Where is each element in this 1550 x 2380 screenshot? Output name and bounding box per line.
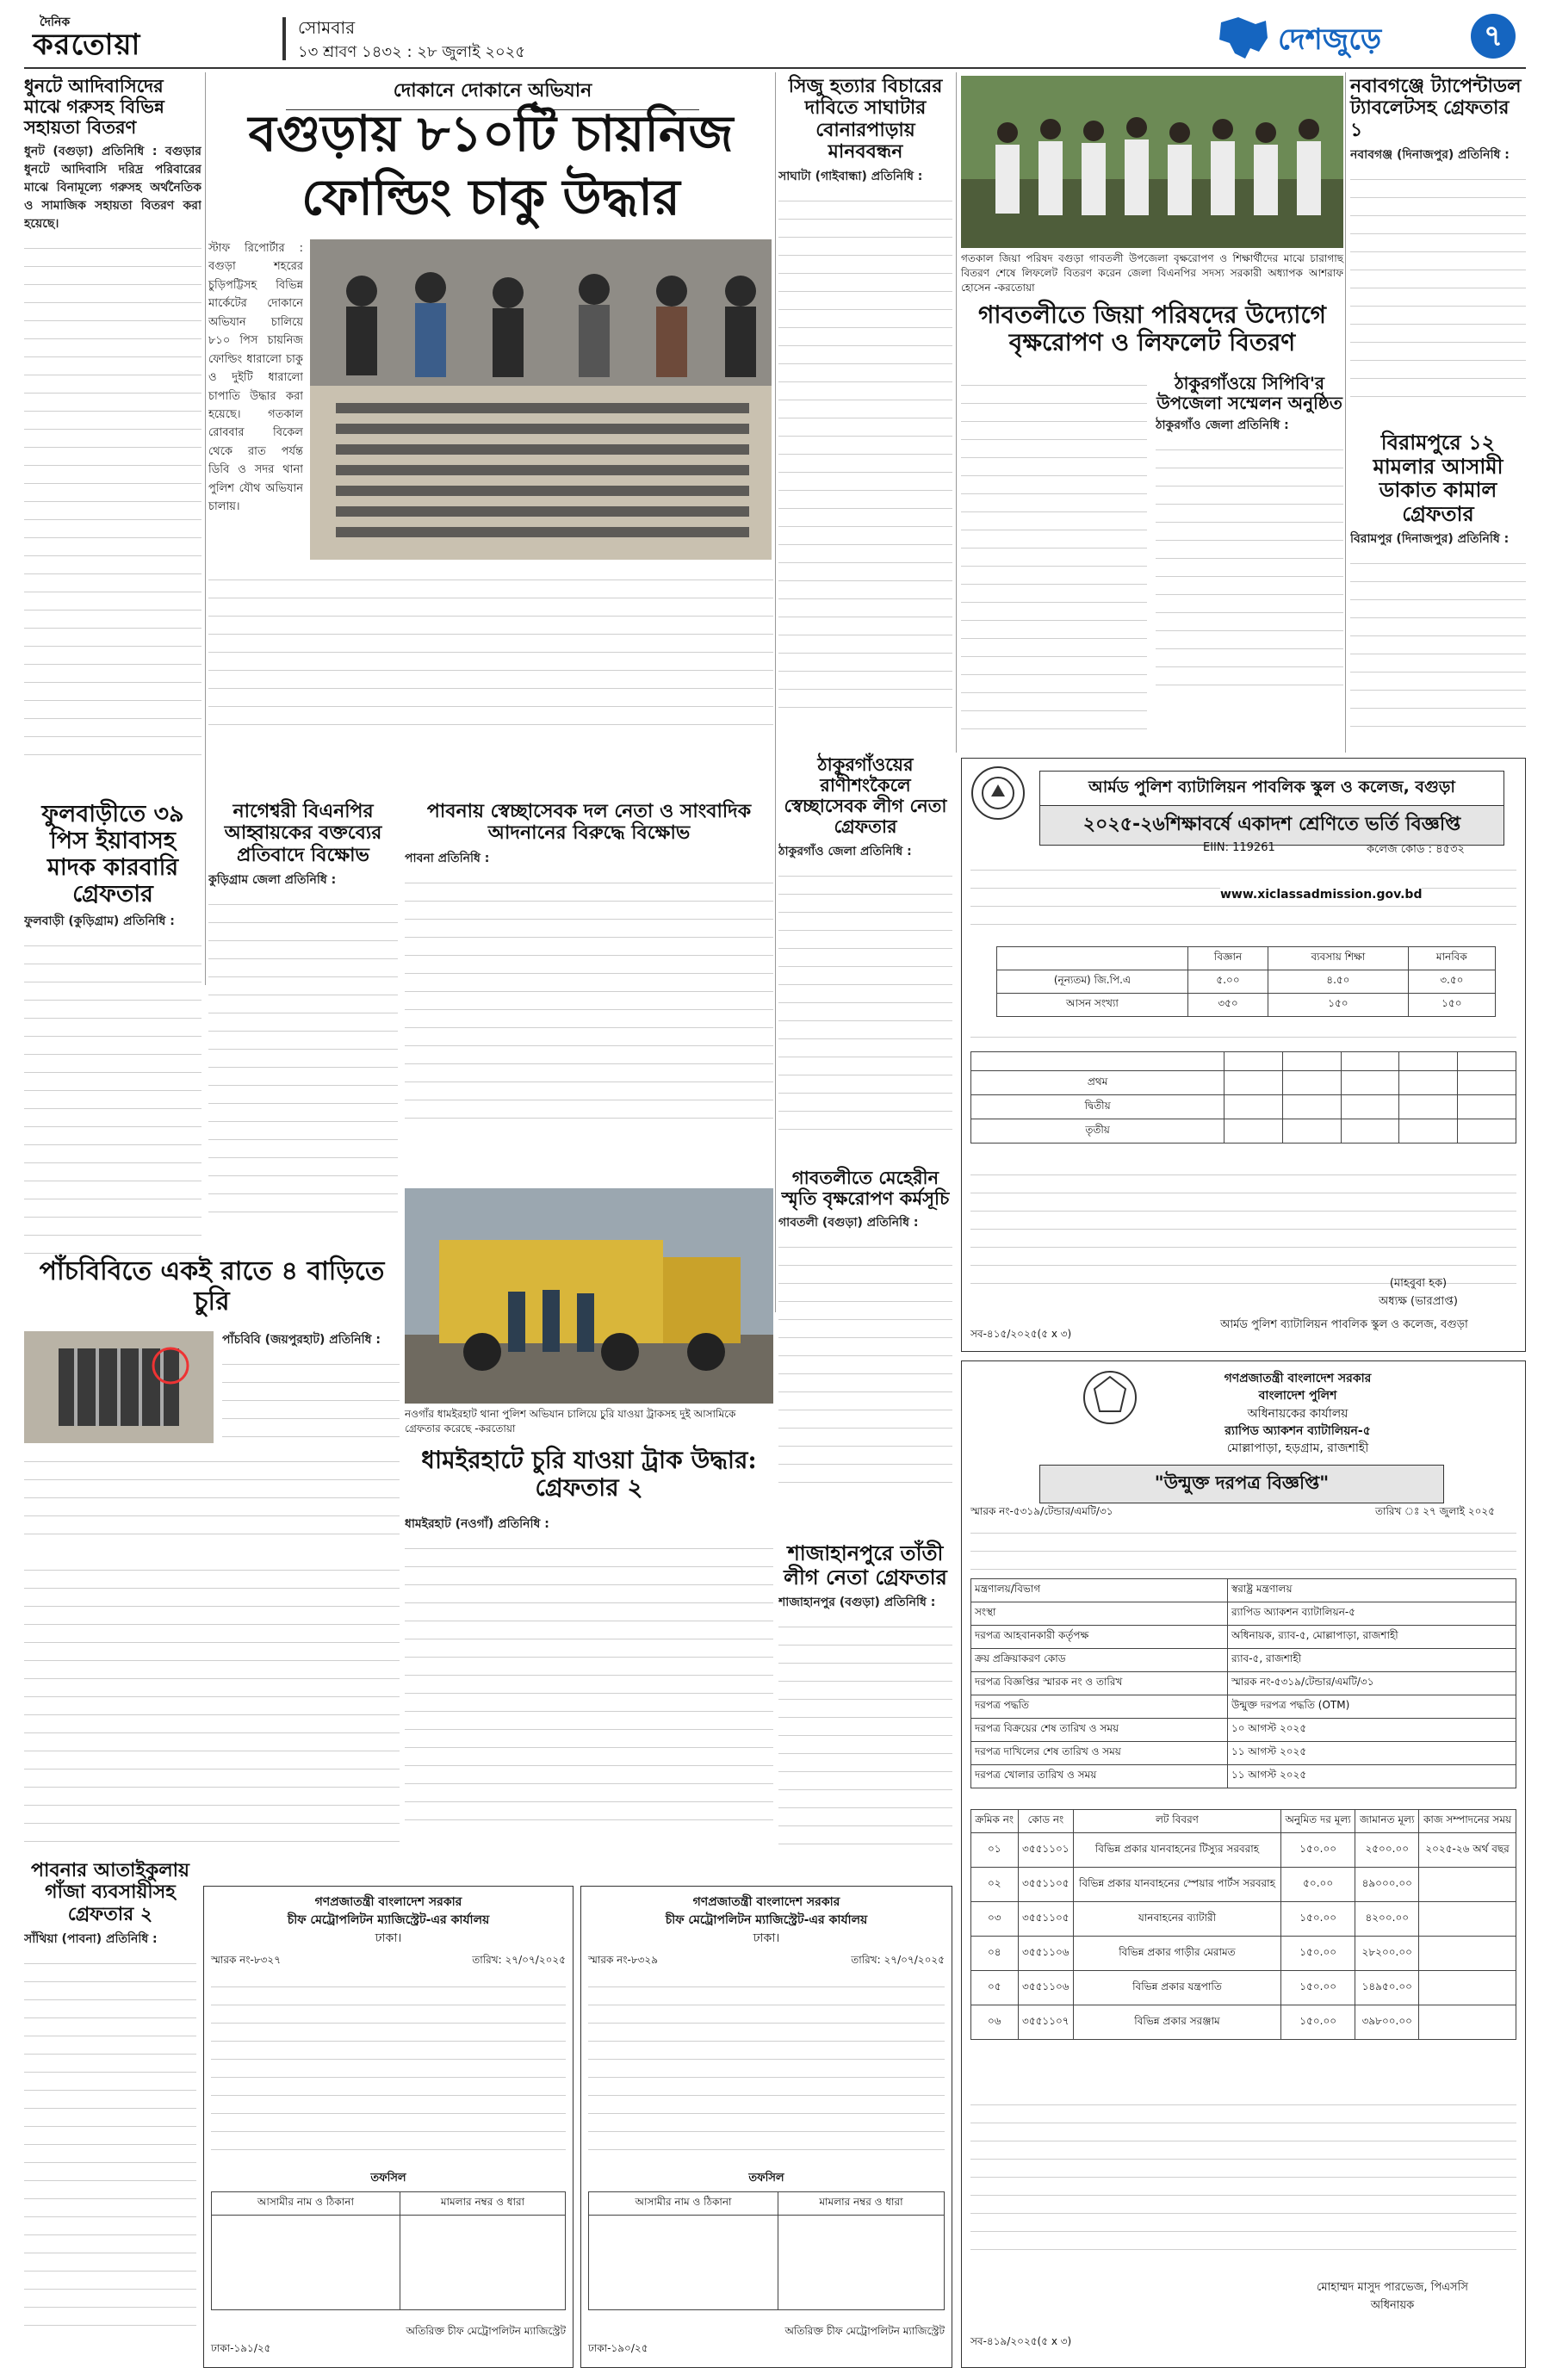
memo: স্মারক নং-৮৩২৯: [588, 1954, 659, 1966]
byline: পাঁচবিবি (জয়পুরহাট) প্রতিনিধি :: [222, 1333, 381, 1347]
notice-text-lines: [211, 1975, 566, 2165]
headline: পাবনায় স্বেচ্ছাসেবক দল নেতা ও সাংবাদিক আদনানের বিরুদ্ধে বিক্ষোভ: [426, 800, 752, 845]
headline: শাজাহানপুরে তাঁতী লীগ নেতা গ্রেফতার: [784, 1540, 947, 1590]
tender-banner: "উন্মুক্ত দরপত্র বিজ্ঞপ্তি": [1039, 1465, 1444, 1503]
headline: ধামইরহাটে চুরি যাওয়া ট্রাক উদ্ধার: গ্রেফতার ২: [421, 1446, 757, 1503]
headline-line1: বগুড়ায় ৮১০টি চায়নিজ: [248, 104, 734, 163]
body-text-lines: [208, 568, 773, 732]
article-ranisankail: [778, 754, 952, 1159]
table-row: [971, 2005, 1516, 2040]
byline: গাবতলী (বগুড়া) প্রতিনিধি :: [778, 1216, 919, 1230]
ad-ref: সব-৪১৯/২০২৫(৫ x ৩): [970, 2335, 1072, 2347]
headline: ঠাকুরগাঁওয়ের রাণীশংকৈলে স্বেচ্ছাসেবক লীগ নেতা গ্রেফতার: [784, 753, 947, 838]
accused-table: [588, 2191, 945, 2310]
lot-cell: [1419, 2005, 1516, 2040]
school-logo-icon: [970, 765, 1026, 821]
lot-cell: ৩৯৮০০.০০: [1355, 2005, 1419, 2040]
police-logo-icon: [1082, 1370, 1138, 1425]
signer-role: অধিনায়ক: [1370, 2299, 1415, 2312]
article-body: [222, 1331, 400, 1447]
article-body: [24, 913, 202, 1257]
lot-cell: ৩৫৫১১০১: [1018, 1833, 1074, 1868]
lot-cell: ৩৫৫১১০৬: [1018, 1937, 1074, 1971]
memo-date: তারিখ: ২৭/০৭/২০২৫: [851, 1954, 945, 1966]
table-row: [971, 1902, 1516, 1937]
gpa-label: (নূন্যতম) জি.পি.এ: [997, 970, 1188, 994]
info-value: অধিনায়ক, র‍্যাব-৫, মোল্লাপাড়া, রাজশাহী: [1227, 1626, 1516, 1649]
section-title: দেশজুড়ে: [1278, 22, 1382, 57]
headline: পাবনার আতাইকুলায় গাঁজা ব্যবসায়ীসহ গ্রেফতার ২: [31, 1859, 189, 1925]
info-label: দরপত্র আহবানকারী কর্তৃপক্ষ: [971, 1626, 1228, 1649]
school-name: আর্মড পুলিশ ব্যাটালিয়ন পাবলিক স্কুল ও কলেজ, বগুড়া: [1039, 771, 1504, 807]
signer-name: (মাহবুবা হক): [1389, 1277, 1448, 1290]
tender-info-row: [971, 1695, 1516, 1719]
body-text-lines: [24, 1450, 400, 1550]
body-text-lines: [24, 1559, 400, 1851]
body-text-lines: [24, 934, 202, 1257]
article-body: [24, 1931, 196, 2331]
tender-info-row: [971, 1579, 1516, 1602]
photo-illustration: [405, 1188, 773, 1404]
lot-cell: যানবাহনের ব্যাটারী: [1074, 1902, 1281, 1937]
lot-cell: [1419, 1868, 1516, 1902]
tender-info-row: [971, 1742, 1516, 1765]
lot-cell: ২৫০০.০০: [1355, 1833, 1419, 1868]
body-text-lines: [24, 1952, 196, 2331]
signer-role: অতিরিক্ত চীফ মেট্রোপলিটন ম্যাজিস্ট্রেট: [406, 2325, 566, 2337]
ad-rab-tender: [961, 1360, 1526, 2368]
cell: ১৫০: [1268, 994, 1408, 1017]
article-body: [208, 871, 398, 1229]
lot-cell: ৩৫৫১১০৫: [1018, 1868, 1074, 1902]
body-text-lines: [778, 189, 952, 723]
eiin: EIIN: 119261: [1203, 841, 1275, 854]
signature: [1272, 2279, 1513, 2315]
lot-cell: [1419, 1902, 1516, 1937]
info-value: স্বরাষ্ট্র মন্ত্রণালয়: [1227, 1579, 1516, 1602]
body-text-lines: [961, 374, 1147, 744]
ad-header: [211, 1893, 566, 1948]
body-text-lines: [778, 1236, 952, 1494]
memo-row: [588, 1953, 945, 1970]
lot-cell: ১৪৯৫০.০০: [1355, 1971, 1419, 2005]
ad-header: [588, 1893, 945, 1948]
info-label: দরপত্র বিজ্ঞপ্তির স্মারক নং ও তারিখ: [971, 1672, 1228, 1695]
ad-school-admission: [961, 758, 1526, 1352]
body-text-lines: [24, 237, 202, 772]
byline: নবাবগঞ্জ (দিনাজপুর) প্রতিনিধি :: [1350, 147, 1510, 162]
th-business: ব্যবসায় শিক্ষা: [1268, 947, 1408, 970]
article-panchbibi: [24, 1257, 400, 1550]
table-row: [971, 1971, 1516, 2005]
headline: গাবতলীতে জিয়া পরিষদের উদ্যোগে বৃক্ষরোপণ ও লিফলেট বিতরণ: [978, 301, 1326, 357]
lot-cell: ০৬: [971, 2005, 1019, 2040]
info-label: সংস্থা: [971, 1602, 1228, 1626]
headline: পাঁচবিবিতে একই রাতে ৪ বাড়িতে চুরি: [39, 1256, 385, 1317]
body-text-lines: [1350, 168, 1526, 400]
th-humanities: মানবিক: [1408, 947, 1495, 970]
kicker: দোকানে দোকানে অভিযান: [286, 76, 699, 110]
lot-cell: বিভিন্ন প্রকার যানবাহনের টিস্যুর সরবরাহ: [1074, 1833, 1281, 1868]
info-label: দরপত্র পদ্ধতি: [971, 1695, 1228, 1719]
table-row: [971, 1833, 1516, 1868]
lot-cell: বিভিন্ন প্রকার যন্ত্রপাতি: [1074, 1971, 1281, 2005]
tender-info-table: [970, 1578, 1516, 1788]
article-body: [778, 1214, 952, 1494]
schedule-title: তফসিল: [748, 2172, 784, 2185]
info-label: দরপত্র খোলার তারিখ ও সময়: [971, 1765, 1228, 1788]
lot-cell: ৩৫৫১১০৬: [1018, 1971, 1074, 2005]
day-label: সোমবার: [298, 17, 356, 38]
tender-info-row: [971, 1765, 1516, 1788]
article-body: [778, 843, 952, 1131]
city-label: ঢাকা।: [753, 1931, 780, 1945]
col-rule: [775, 72, 776, 1312]
cell: ৪.৫০: [1268, 970, 1408, 994]
th-case: মামলার নম্বর ও ধারা: [400, 2192, 565, 2216]
notice-text-lines: [970, 1522, 1516, 1573]
seat-table: [996, 946, 1496, 1017]
notice-text-lines: [588, 1975, 945, 2165]
schedule-title: তফসিল: [370, 2172, 406, 2185]
unit-label: র‍্যাপিড অ্যাকশন ব্যাটালিয়ন-৫: [1224, 1423, 1371, 1438]
table-row: [971, 1937, 1516, 1971]
byline: কুড়িগ্রাম জেলা প্রতিনিধি :: [208, 872, 337, 887]
signer-name: মোহাম্মদ মাসুদ পারভেজ, পিএসসি: [1317, 2281, 1468, 2294]
ad-footer: আর্মড পুলিশ ব্যাটালিয়ন পাবলিক স্কুল ও কলেজ, বগুড়া: [1220, 1318, 1468, 1331]
article-saghata: [778, 76, 952, 747]
website: www.xiclassadmission.gov.bd: [1220, 888, 1423, 902]
tender-info-row: [971, 1649, 1516, 1672]
signer-role: অতিরিক্ত চীফ মেট্রোপলিটন ম্যাজিস্ট্রেট: [784, 2325, 945, 2337]
byline: স্টাফ রিপোর্টার : বগুড়া শহরের চুড়িপট্টিসহ বিভিন্ন মার্কেটের দোকানে অভিযান চালিয়ে ৮১০ পিস চায়নিজ ফোল্ডিং ধারালো চাকু ও দুইটি ধারালো চাপাতি উদ্ধার করা হয়েছে। গতকাল রোববার বিকেল থেকে রাত পর্যন্ত ডিবি ও সদর থানা পুলিশ যৌথ অভিযান চালায়।: [208, 242, 303, 514]
place-label: মোল্লাপাড়া, হড়গ্রাম, রাজশাহী: [1226, 1441, 1369, 1456]
lot-cell: ২০২৫-২৬ অর্থ বছর: [1419, 1833, 1516, 1868]
police-label: বাংলাদেশ পুলিশ: [1258, 1389, 1337, 1404]
article-main-knives: [208, 76, 773, 790]
info-label: দরপত্র দাখিলের শেষ তারিখ ও সময়: [971, 1742, 1228, 1765]
cell: ৫.০০: [1187, 970, 1268, 994]
headline: ঠাকুরগাঁওয়ে সিপিবি'র উপজেলা সম্মেলন অনুষ্ঠিত: [1156, 373, 1342, 413]
tender-info-row: [971, 1602, 1516, 1626]
tender-info-row: [971, 1672, 1516, 1695]
headline: গাবতলীতে মেহেরীন স্মৃতি বৃক্ষরোপণ কর্মসূচি: [781, 1167, 950, 1210]
lot-cell: বিভিন্ন প্রকার যানবাহনের স্পেয়ার পার্টস সরবরাহ: [1074, 1868, 1281, 1902]
lot-cell: ৫০.০০: [1280, 1868, 1355, 1902]
tender-info-row: [971, 1626, 1516, 1649]
body-text-lines: [778, 865, 952, 1131]
lot-cell: ০২: [971, 1868, 1019, 1902]
ad-cmm-1: [203, 1886, 574, 2368]
lot-cell: ০৩: [971, 1902, 1019, 1937]
lot-table: [970, 1809, 1516, 2040]
article-ataikula: [24, 1860, 196, 2368]
info-value: র‍্যাপিড অ্যাকশন ব্যাটালিয়ন-৫: [1227, 1602, 1516, 1626]
article-meherin: [778, 1168, 952, 1538]
office-label: অধিনায়কের কার্যালয়: [1247, 1406, 1348, 1421]
article-nageshwari: [208, 801, 398, 1249]
seats-label: আসন সংখ্যা: [997, 994, 1188, 1017]
headline: বিরামপুরে ১২ মামলার আসামী ডাকাত কামাল গ্রেফতার: [1373, 430, 1504, 526]
date-label: ১৩ শ্রাবণ ১৪৩২ : ২৮ জুলাই ২০২৫: [298, 43, 526, 61]
lot-cell: ৪২০০.০০: [1355, 1902, 1419, 1937]
byline: বিরামপুর (দিনাজপুর) প্রতিনিধি :: [1350, 532, 1510, 547]
info-label: ক্রয় প্রক্রিয়াকরণ কোড: [971, 1649, 1228, 1672]
info-value: ১১ আগস্ট ২০২৫: [1227, 1742, 1516, 1765]
office-label: চীফ মেট্রোপলিটন ম্যাজিস্ট্রেট-এর কার্যালয়: [665, 1913, 868, 1927]
photo-illustration: [961, 76, 1343, 248]
bangladesh-map-icon: [1212, 14, 1273, 62]
lot-cell: বিভিন্ন প্রকার সরঞ্জাম: [1074, 2005, 1281, 2040]
gov-label: গণপ্রজাতন্ত্রী বাংলাদেশ সরকার: [1224, 1372, 1372, 1385]
lot-cell: ১৫০.০০: [1280, 2005, 1355, 2040]
cell: ৩.৫০: [1408, 970, 1495, 994]
phase: দ্বিতীয়: [971, 1095, 1224, 1119]
photo-caption: নওগাঁর ধামইরহাট থানা পুলিশ অভিযান চালিয়ে চুরি যাওয়া ট্রাকসহ দুই আসামিকে গ্রেফতার করেছে -করতোয়া: [405, 1408, 736, 1435]
admission-banner: ২০২৫-২৬শিক্ষাবর্ষে একাদশ শ্রেণিতে ভর্তি বিজ্ঞপ্তি: [1039, 805, 1504, 846]
lot-col-header: অনুমিত দর মূল্য: [1280, 1810, 1355, 1833]
lot-col-header: জামানত মূল্য: [1355, 1810, 1419, 1833]
byline: ধুনট (বগুড়া) প্রতিনিধি : বগুড়ার ধুনটে আদিবাসি দরিদ্র পরিবারের মাঝে বিনামূল্যে গরুসহ অর্থনৈতিক ও সামাজিক সহায়তা বিতরণ করা হয়েছে।: [24, 145, 202, 232]
th-name: আসামীর নাম ও ঠিকানা: [589, 2192, 778, 2216]
ad-ref: সব-৪১৫/২০২৫(৫ x ৩): [970, 1328, 1072, 1340]
photo-illustration: [310, 239, 772, 560]
article-body: [405, 1515, 773, 1830]
col-rule: [205, 72, 206, 985]
info-value: উন্মুক্ত দরপত্র পদ্ধতি (OTM): [1227, 1695, 1516, 1719]
article-body: [208, 239, 303, 560]
ad-header: [1143, 1370, 1453, 1457]
memo-date: তারিখ: ২৭/০৭/২০২৫: [472, 1954, 566, 1966]
ad-cmm-2: [580, 1886, 952, 2368]
tender-info-row: [971, 1719, 1516, 1742]
headline: ফুলবাড়ীতে ৩৯ পিস ইয়াবাসহ মাদক কারবারি গ্রেফতার: [41, 801, 184, 908]
lot-cell: ৪৯০০০.০০: [1355, 1868, 1419, 1902]
signer-role: অধ্যক্ষ (ভারপ্রাপ্ত): [1379, 1295, 1458, 1308]
byline: সাঁথিয়া (পাবনা) প্রতিনিধি :: [24, 1931, 158, 1946]
notice-text-lines: [970, 2093, 1516, 2265]
body-text-lines: [1156, 438, 1343, 697]
headline: সিজু হত্যার বিচারের দাবিতে সাঘাটার বোনারপাড়ায় মানববন্ধন: [788, 75, 943, 163]
byline: ধামইরহাট (নওগাঁ) প্রতিনিধি :: [405, 1517, 549, 1531]
lot-cell: ২৮২০০.০০: [1355, 1937, 1419, 1971]
phase: তৃতীয়: [971, 1119, 1224, 1144]
article-body: [24, 143, 202, 772]
lot-col-header: কোড নং: [1018, 1810, 1074, 1833]
article-gabtali-zia: [961, 76, 1343, 747]
memo-date: তারিখ ঃ ২৭ জুলাই ২০২৫: [1375, 1505, 1495, 1517]
masthead-divider: [282, 17, 286, 60]
lot-cell: ০৫: [971, 1971, 1019, 2005]
notice-text-lines: [970, 1163, 1516, 1284]
ad-ref: ঢাকা-১৯১/২৫: [211, 2342, 271, 2354]
lot-cell: ৩৫৫১১০৭: [1018, 2005, 1074, 2040]
headline: নবাবগঞ্জে ট্যাপেন্টাডল ট্যাবলেটসহ গ্রেফতার ১: [1350, 75, 1522, 141]
memo: স্মারক নং-৫৩১৯/টেন্ডার/এমটি/৩১: [970, 1505, 1113, 1517]
lot-cell: ০৪: [971, 1937, 1019, 1971]
article-body: [1350, 530, 1526, 741]
city-label: ঢাকা।: [375, 1931, 402, 1945]
article-nawabganj: [1350, 76, 1526, 420]
byline: শাজাহানপুর (বগুড়া) প্রতিনিধি :: [778, 1596, 936, 1610]
phase: প্রথম: [971, 1071, 1224, 1095]
section-header: [1212, 12, 1526, 64]
article-body: [405, 850, 773, 1130]
cell: ১৫০: [1408, 994, 1495, 1017]
memo: স্মারক নং-৮৩২৭: [211, 1954, 282, 1966]
headline: ধুনটে আদিবাসিদের মাঝে গরুসহ বিভিন্ন সহায়তা বিতরণ: [24, 75, 164, 139]
body-text-lines: [1350, 552, 1526, 741]
lot-col-header: ক্রমিক নং: [971, 1810, 1019, 1833]
gov-label: গণপ্রজাতন্ত্রী বাংলাদেশ সরকার: [692, 1895, 840, 1909]
photo-broken-window: [24, 1331, 214, 1443]
body-text-lines: [222, 1353, 400, 1447]
lot-cell: ৩৫৫১১০৫: [1018, 1902, 1074, 1937]
article-body: [778, 1594, 952, 1848]
lot-cell: ১৫০.০০: [1280, 1902, 1355, 1937]
info-label: দরপত্র বিক্রয়ের শেষ তারিখ ও সময়: [971, 1719, 1228, 1742]
body-text-lines: [208, 893, 398, 1229]
info-value: স্মারক নং-৫৩১৯/টেন্ডার/এমটি/৩১: [1227, 1672, 1516, 1695]
byline: ঠাকুরগাঁও জেলা প্রতিনিধি :: [778, 844, 912, 858]
article-body: [1156, 417, 1343, 697]
logo-small: দৈনিক: [40, 15, 71, 29]
college-code: কলেজ কোড : ৪৫৩২: [1367, 843, 1465, 856]
signature: [1332, 1275, 1504, 1311]
lot-cell: ১৫০.০০: [1280, 1971, 1355, 2005]
lot-cell: ০১: [971, 1833, 1019, 1868]
page-number: ৭: [1471, 14, 1516, 59]
gov-label: গণপ্রজাতন্ত্রী বাংলাদেশ সরকার: [314, 1895, 462, 1909]
lot-cell: ১৫০.০০: [1280, 1833, 1355, 1868]
byline: পাবনা প্রতিনিধি :: [405, 851, 490, 865]
info-value: ১০ আগস্ট ২০২৫: [1227, 1719, 1516, 1742]
accused-table: [211, 2191, 566, 2310]
info-value: ১১ আগস্ট ২০২৫: [1227, 1765, 1516, 1788]
body-text-lines: [405, 1537, 773, 1830]
photo-illustration: [24, 1331, 214, 1443]
lot-cell: বিভিন্ন প্রকার গাড়ীর মেরামত: [1074, 1937, 1281, 1971]
article-thakurgaon-cpb: [1156, 374, 1343, 697]
lot-cell: ১৫০.০০: [1280, 1937, 1355, 1971]
article-body: [778, 168, 952, 723]
article-birampur: [1350, 431, 1526, 749]
photo-truck: [405, 1188, 773, 1404]
photo-caption: গতকাল জিয়া পরিষদ বগুড়া গাবতলী উপজেলা বৃক্ষরোপণ ও শিক্ষার্থীদের মাঝে চারাগাছ বিতরণ শেষে লিফলেট বিতরণ করেন জেলা বিএনপির সদস্য সরকারী অধ্যাপক আশরাফ হোসেন -করতোয়া: [961, 252, 1343, 294]
headline-line2: ফোল্ডিং চাকু উদ্ধার: [301, 168, 680, 226]
lot-cell: [1419, 1971, 1516, 2005]
col-rule: [1345, 72, 1346, 753]
th-science: বিজ্ঞান: [1187, 947, 1268, 970]
logo-text: করতোয়া: [33, 28, 141, 62]
byline: ঠাকুরগাঁও জেলা প্রতিনিধি :: [1156, 418, 1289, 432]
ad-ref: ঢাকা-১৯০/২৫: [588, 2342, 648, 2354]
schedule-table: [970, 1051, 1516, 1144]
info-label: মন্ত্রণালয়/বিভাগ: [971, 1579, 1228, 1602]
memo-row: [211, 1953, 566, 1970]
article-pabna-protest: [405, 801, 773, 1180]
info-value: র‍্যাব-৫, রাজশাহী: [1227, 1649, 1516, 1672]
headline: নাগেশ্বরী বিএনপির আহ্বায়কের বক্তব্যের প্রতিবাদে বিক্ষোভ: [224, 800, 382, 866]
lot-cell: [1419, 1937, 1516, 1971]
masthead: [24, 12, 1526, 69]
body-text-lines: [778, 1615, 952, 1848]
lot-col-header: লট বিবরণ: [1074, 1810, 1281, 1833]
notice-text-lines: [970, 1026, 1516, 1046]
article-fulbari: [24, 801, 202, 1249]
lot-col-header: কাজ সম্পাদনের সময়: [1419, 1810, 1516, 1833]
body-text-lines: [405, 871, 773, 1130]
photo-seized-knives: [310, 239, 772, 560]
article-shajahanpur: [778, 1541, 952, 1877]
cell: ৩৫০: [1187, 994, 1268, 1017]
office-label: চীফ মেট্রোপলিটন ম্যাজিস্ট্রেট-এর কার্যালয়: [287, 1913, 490, 1927]
photo-tree-plantation: [961, 76, 1343, 248]
byline: সাঘাটা (গাইবান্ধা) প্রতিনিধি :: [778, 170, 923, 184]
byline: ফুলবাড়ী (কুড়িগ্রাম) প্রতিনিধি :: [24, 914, 175, 929]
article-body: [1350, 146, 1526, 400]
article-dhunot: [24, 76, 202, 790]
th-name: আসামীর নাম ও ঠিকানা: [212, 2192, 400, 2216]
article-dhamoirhat: [405, 1188, 773, 1877]
th-case: মামলার নম্বর ও ধারা: [778, 2192, 944, 2216]
logo: [24, 12, 282, 64]
col-rule: [956, 72, 957, 753]
table-row: [971, 1868, 1516, 1902]
